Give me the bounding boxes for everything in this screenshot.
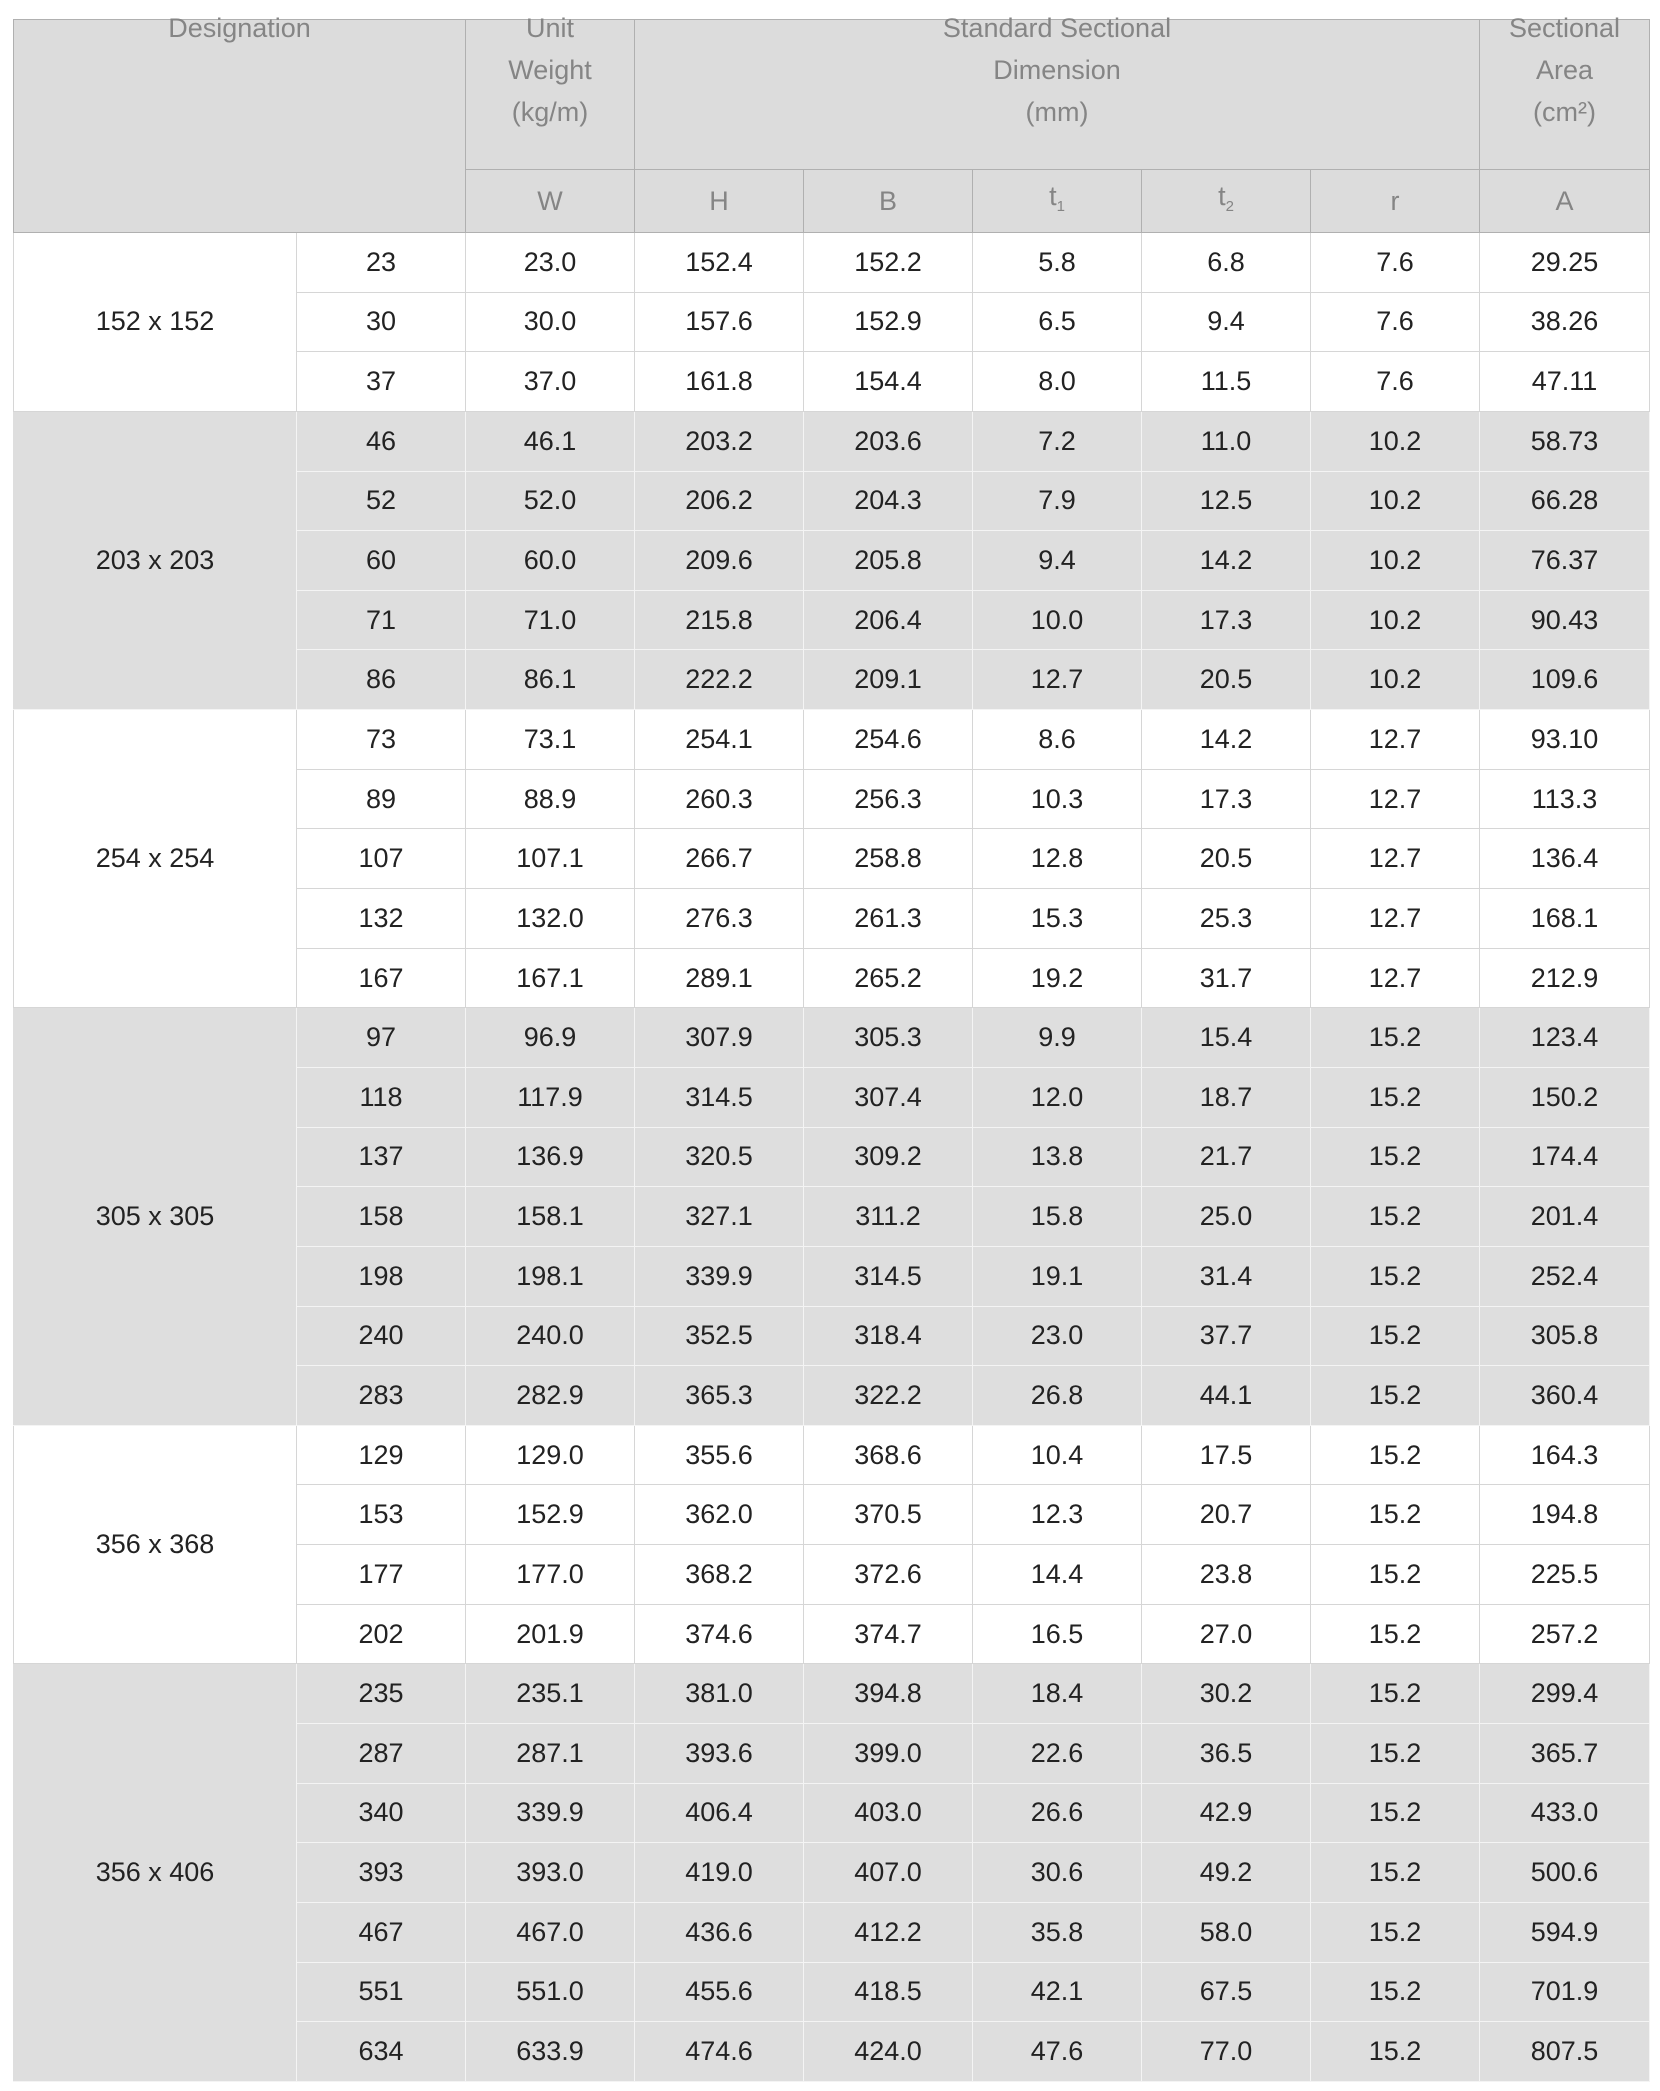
header-a: A [1480,170,1650,233]
width-cell: 403.0 [804,1783,973,1843]
height-cell: 368.2 [635,1545,804,1605]
web-thickness-cell: 16.5 [973,1604,1142,1664]
header-r: r [1311,170,1480,233]
web-thickness-cell: 6.5 [973,292,1142,352]
width-cell: 394.8 [804,1664,973,1724]
header-t2: $t_2$ [1142,170,1311,233]
height-cell: 254.1 [635,710,804,770]
flange-thickness-cell: 20.7 [1142,1485,1311,1545]
area-cell: 360.4 [1480,1366,1650,1426]
root-radius-cell: 15.2 [1311,1127,1480,1187]
area-cell: 201.4 [1480,1187,1650,1247]
table-row [14,233,1650,293]
flange-thickness-cell: 17.3 [1142,769,1311,829]
web-thickness-cell: 7.2 [973,411,1142,471]
height-cell: 406.4 [635,1783,804,1843]
unit-weight-cell: 117.9 [466,1067,635,1127]
designation-cell: 356 x 406 [14,1664,297,2081]
root-radius-cell: 12.7 [1311,769,1480,829]
width-cell: 206.4 [804,590,973,650]
flange-thickness-cell: 27.0 [1142,1604,1311,1664]
size-mass-cell: 46 [297,411,466,471]
unit-weight-cell: 96.9 [466,1008,635,1068]
flange-thickness-cell: 25.0 [1142,1187,1311,1247]
header-sectional-area: Sectional Area (cm²) [1480,20,1650,170]
unit-weight-cell: 107.1 [466,829,635,889]
root-radius-cell: 15.2 [1311,1902,1480,1962]
table-row [14,1425,1650,1485]
flange-thickness-cell: 20.5 [1142,650,1311,710]
header-standard-dimension: Standard Sectional Dimension (mm) [635,20,1480,170]
height-cell: 266.7 [635,829,804,889]
unit-weight-cell: 71.0 [466,590,635,650]
size-mass-cell: 107 [297,829,466,889]
flange-thickness-cell: 20.5 [1142,829,1311,889]
unit-weight-cell: 393.0 [466,1843,635,1903]
web-thickness-cell: 35.8 [973,1902,1142,1962]
area-cell: 594.9 [1480,1902,1650,1962]
height-cell: 327.1 [635,1187,804,1247]
root-radius-cell: 15.2 [1311,1843,1480,1903]
area-cell: 76.37 [1480,531,1650,591]
flange-thickness-cell: 17.5 [1142,1425,1311,1485]
root-radius-cell: 15.2 [1311,1187,1480,1247]
width-cell: 399.0 [804,1724,973,1784]
size-mass-cell: 23 [297,233,466,293]
flange-thickness-cell: 37.7 [1142,1306,1311,1366]
web-thickness-cell: 47.6 [973,2022,1142,2082]
height-cell: 307.9 [635,1008,804,1068]
height-cell: 203.2 [635,411,804,471]
area-cell: 29.25 [1480,233,1650,293]
size-mass-cell: 340 [297,1783,466,1843]
width-cell: 261.3 [804,889,973,949]
unit-weight-cell: 52.0 [466,471,635,531]
height-cell: 260.3 [635,769,804,829]
web-thickness-cell: 7.9 [973,471,1142,531]
flange-thickness-cell: 67.5 [1142,1962,1311,2022]
unit-weight-cell: 551.0 [466,1962,635,2022]
root-radius-cell: 15.2 [1311,1962,1480,2022]
height-cell: 352.5 [635,1306,804,1366]
unit-weight-cell: 46.1 [466,411,635,471]
height-cell: 222.2 [635,650,804,710]
height-cell: 455.6 [635,1962,804,2022]
width-cell: 305.3 [804,1008,973,1068]
root-radius-cell: 12.7 [1311,889,1480,949]
width-cell: 368.6 [804,1425,973,1485]
web-thickness-cell: 8.0 [973,352,1142,412]
area-cell: 212.9 [1480,948,1650,1008]
web-thickness-cell: 5.8 [973,233,1142,293]
web-thickness-cell: 13.8 [973,1127,1142,1187]
height-cell: 355.6 [635,1425,804,1485]
area-cell: 109.6 [1480,650,1650,710]
designation-cell: 356 x 368 [14,1425,297,1664]
area-cell: 252.4 [1480,1246,1650,1306]
area-cell: 123.4 [1480,1008,1650,1068]
height-cell: 314.5 [635,1067,804,1127]
area-cell: 257.2 [1480,1604,1650,1664]
size-mass-cell: 153 [297,1485,466,1545]
width-cell: 258.8 [804,829,973,889]
width-cell: 372.6 [804,1545,973,1605]
section-properties-table [13,13,1650,2082]
height-cell: 152.4 [635,233,804,293]
table-header [14,13,1650,233]
header-unit-weight: Unit Weight (kg/m) [466,20,635,170]
size-mass-cell: 132 [297,889,466,949]
web-thickness-cell: 15.3 [973,889,1142,949]
height-cell: 419.0 [635,1843,804,1903]
unit-weight-cell: 136.9 [466,1127,635,1187]
unit-weight-cell: 339.9 [466,1783,635,1843]
width-cell: 254.6 [804,710,973,770]
unit-weight-cell: 60.0 [466,531,635,591]
size-mass-cell: 86 [297,650,466,710]
web-thickness-cell: 19.1 [973,1246,1142,1306]
unit-weight-cell: 86.1 [466,650,635,710]
unit-weight-cell: 198.1 [466,1246,635,1306]
size-mass-cell: 287 [297,1724,466,1784]
web-thickness-cell: 10.0 [973,590,1142,650]
flange-thickness-cell: 30.2 [1142,1664,1311,1724]
unit-weight-cell: 467.0 [466,1902,635,1962]
size-mass-cell: 97 [297,1008,466,1068]
unit-weight-cell: 282.9 [466,1366,635,1426]
web-thickness-cell: 12.3 [973,1485,1142,1545]
unit-weight-cell: 37.0 [466,352,635,412]
size-mass-cell: 177 [297,1545,466,1605]
root-radius-cell: 12.7 [1311,948,1480,1008]
root-radius-cell: 7.6 [1311,233,1480,293]
header-h: H [635,170,804,233]
height-cell: 365.3 [635,1366,804,1426]
height-cell: 374.6 [635,1604,804,1664]
size-mass-cell: 467 [297,1902,466,1962]
root-radius-cell: 12.7 [1311,710,1480,770]
size-mass-cell: 202 [297,1604,466,1664]
size-mass-cell: 634 [297,2022,466,2082]
width-cell: 318.4 [804,1306,973,1366]
height-cell: 339.9 [635,1246,804,1306]
size-mass-cell: 551 [297,1962,466,2022]
area-cell: 38.26 [1480,292,1650,352]
table-row [14,710,1650,770]
width-cell: 209.1 [804,650,973,710]
unit-weight-cell: 129.0 [466,1425,635,1485]
height-cell: 206.2 [635,471,804,531]
root-radius-cell: 15.2 [1311,1664,1480,1724]
area-cell: 807.5 [1480,2022,1650,2082]
root-radius-cell: 10.2 [1311,531,1480,591]
web-thickness-cell: 18.4 [973,1664,1142,1724]
area-cell: 47.11 [1480,352,1650,412]
flange-thickness-cell: 25.3 [1142,889,1311,949]
height-cell: 276.3 [635,889,804,949]
height-cell: 381.0 [635,1664,804,1724]
height-cell: 289.1 [635,948,804,1008]
root-radius-cell: 15.2 [1311,2022,1480,2082]
web-thickness-cell: 12.0 [973,1067,1142,1127]
unit-weight-cell: 177.0 [466,1545,635,1605]
height-cell: 436.6 [635,1902,804,1962]
area-cell: 164.3 [1480,1425,1650,1485]
root-radius-cell: 15.2 [1311,1724,1480,1784]
width-cell: 311.2 [804,1187,973,1247]
root-radius-cell: 15.2 [1311,1246,1480,1306]
area-cell: 58.73 [1480,411,1650,471]
width-cell: 407.0 [804,1843,973,1903]
height-cell: 320.5 [635,1127,804,1187]
web-thickness-cell: 9.9 [973,1008,1142,1068]
web-thickness-cell: 26.8 [973,1366,1142,1426]
size-mass-cell: 52 [297,471,466,531]
web-thickness-cell: 23.0 [973,1306,1142,1366]
width-cell: 412.2 [804,1902,973,1962]
size-mass-cell: 118 [297,1067,466,1127]
size-mass-cell: 393 [297,1843,466,1903]
web-thickness-cell: 9.4 [973,531,1142,591]
flange-thickness-cell: 6.8 [1142,233,1311,293]
size-mass-cell: 37 [297,352,466,412]
flange-thickness-cell: 36.5 [1142,1724,1311,1784]
header-w: W [466,170,635,233]
flange-thickness-cell: 11.0 [1142,411,1311,471]
web-thickness-cell: 15.8 [973,1187,1142,1247]
root-radius-cell: 15.2 [1311,1008,1480,1068]
header-b: B [804,170,973,233]
size-mass-cell: 158 [297,1187,466,1247]
unit-weight-cell: 158.1 [466,1187,635,1247]
flange-thickness-cell: 31.4 [1142,1246,1311,1306]
unit-weight-cell: 235.1 [466,1664,635,1724]
root-radius-cell: 10.2 [1311,650,1480,710]
area-cell: 500.6 [1480,1843,1650,1903]
size-mass-cell: 283 [297,1366,466,1426]
size-mass-cell: 167 [297,948,466,1008]
root-radius-cell: 15.2 [1311,1306,1480,1366]
web-thickness-cell: 19.2 [973,948,1142,1008]
width-cell: 265.2 [804,948,973,1008]
flange-thickness-cell: 23.8 [1142,1545,1311,1605]
root-radius-cell: 15.2 [1311,1425,1480,1485]
size-mass-cell: 71 [297,590,466,650]
flange-thickness-cell: 21.7 [1142,1127,1311,1187]
width-cell: 370.5 [804,1485,973,1545]
flange-thickness-cell: 14.2 [1142,710,1311,770]
area-cell: 194.8 [1480,1485,1650,1545]
area-cell: 299.4 [1480,1664,1650,1724]
size-mass-cell: 73 [297,710,466,770]
root-radius-cell: 10.2 [1311,590,1480,650]
area-cell: 433.0 [1480,1783,1650,1843]
flange-thickness-cell: 9.4 [1142,292,1311,352]
root-radius-cell: 15.2 [1311,1604,1480,1664]
area-cell: 225.5 [1480,1545,1650,1605]
size-mass-cell: 240 [297,1306,466,1366]
area-cell: 365.7 [1480,1724,1650,1784]
designation-cell: 203 x 203 [14,411,297,709]
flange-thickness-cell: 11.5 [1142,352,1311,412]
table-body [14,233,1650,2082]
width-cell: 424.0 [804,2022,973,2082]
web-thickness-cell: 30.6 [973,1843,1142,1903]
width-cell: 205.8 [804,531,973,591]
web-thickness-cell: 10.4 [973,1425,1142,1485]
designation-cell: 152 x 152 [14,233,297,412]
flange-thickness-cell: 77.0 [1142,2022,1311,2082]
designation-cell: 305 x 305 [14,1008,297,1425]
unit-weight-cell: 73.1 [466,710,635,770]
area-cell: 90.43 [1480,590,1650,650]
unit-weight-cell: 23.0 [466,233,635,293]
table-row [14,1664,1650,1724]
area-cell: 93.10 [1480,710,1650,770]
height-cell: 157.6 [635,292,804,352]
width-cell: 418.5 [804,1962,973,2022]
web-thickness-cell: 14.4 [973,1545,1142,1605]
size-mass-cell: 30 [297,292,466,352]
unit-weight-cell: 167.1 [466,948,635,1008]
unit-weight-cell: 152.9 [466,1485,635,1545]
width-cell: 152.9 [804,292,973,352]
root-radius-cell: 15.2 [1311,1485,1480,1545]
area-cell: 66.28 [1480,471,1650,531]
web-thickness-cell: 12.8 [973,829,1142,889]
size-mass-cell: 60 [297,531,466,591]
root-radius-cell: 15.2 [1311,1783,1480,1843]
width-cell: 154.4 [804,352,973,412]
height-cell: 215.8 [635,590,804,650]
unit-weight-cell: 633.9 [466,2022,635,2082]
web-thickness-cell: 8.6 [973,710,1142,770]
height-cell: 209.6 [635,531,804,591]
width-cell: 204.3 [804,471,973,531]
unit-weight-cell: 287.1 [466,1724,635,1784]
unit-weight-cell: 132.0 [466,889,635,949]
flange-thickness-cell: 14.2 [1142,531,1311,591]
flange-thickness-cell: 15.4 [1142,1008,1311,1068]
area-cell: 174.4 [1480,1127,1650,1187]
width-cell: 322.2 [804,1366,973,1426]
flange-thickness-cell: 49.2 [1142,1843,1311,1903]
size-mass-cell: 198 [297,1246,466,1306]
area-cell: 136.4 [1480,829,1650,889]
width-cell: 152.2 [804,233,973,293]
flange-thickness-cell: 18.7 [1142,1067,1311,1127]
web-thickness-cell: 12.7 [973,650,1142,710]
area-cell: 150.2 [1480,1067,1650,1127]
root-radius-cell: 10.2 [1311,471,1480,531]
size-mass-cell: 89 [297,769,466,829]
width-cell: 256.3 [804,769,973,829]
web-thickness-cell: 26.6 [973,1783,1142,1843]
width-cell: 203.6 [804,411,973,471]
root-radius-cell: 7.6 [1311,292,1480,352]
web-thickness-cell: 10.3 [973,769,1142,829]
flange-thickness-cell: 42.9 [1142,1783,1311,1843]
web-thickness-cell: 42.1 [973,1962,1142,2022]
unit-weight-cell: 240.0 [466,1306,635,1366]
width-cell: 314.5 [804,1246,973,1306]
root-radius-cell: 7.6 [1311,352,1480,412]
size-mass-cell: 137 [297,1127,466,1187]
area-cell: 305.8 [1480,1306,1650,1366]
flange-thickness-cell: 12.5 [1142,471,1311,531]
table-row [14,1008,1650,1068]
height-cell: 362.0 [635,1485,804,1545]
designation-cell: 254 x 254 [14,710,297,1008]
flange-thickness-cell: 58.0 [1142,1902,1311,1962]
width-cell: 374.7 [804,1604,973,1664]
size-mass-cell: 235 [297,1664,466,1724]
area-cell: 168.1 [1480,889,1650,949]
area-cell: 701.9 [1480,1962,1650,2022]
unit-weight-cell: 30.0 [466,292,635,352]
table-row [14,411,1650,471]
width-cell: 307.4 [804,1067,973,1127]
root-radius-cell: 10.2 [1311,411,1480,471]
unit-weight-cell: 88.9 [466,769,635,829]
web-thickness-cell: 22.6 [973,1724,1142,1784]
size-mass-cell: 129 [297,1425,466,1485]
root-radius-cell: 15.2 [1311,1545,1480,1605]
flange-thickness-cell: 44.1 [1142,1366,1311,1426]
root-radius-cell: 12.7 [1311,829,1480,889]
header-designation: Designation [14,20,466,233]
flange-thickness-cell: 17.3 [1142,590,1311,650]
root-radius-cell: 15.2 [1311,1067,1480,1127]
root-radius-cell: 15.2 [1311,1366,1480,1426]
unit-weight-cell: 201.9 [466,1604,635,1664]
area-cell: 113.3 [1480,769,1650,829]
header-t1: $t_1$ [973,170,1142,233]
width-cell: 309.2 [804,1127,973,1187]
height-cell: 474.6 [635,2022,804,2082]
height-cell: 161.8 [635,352,804,412]
flange-thickness-cell: 31.7 [1142,948,1311,1008]
height-cell: 393.6 [635,1724,804,1784]
